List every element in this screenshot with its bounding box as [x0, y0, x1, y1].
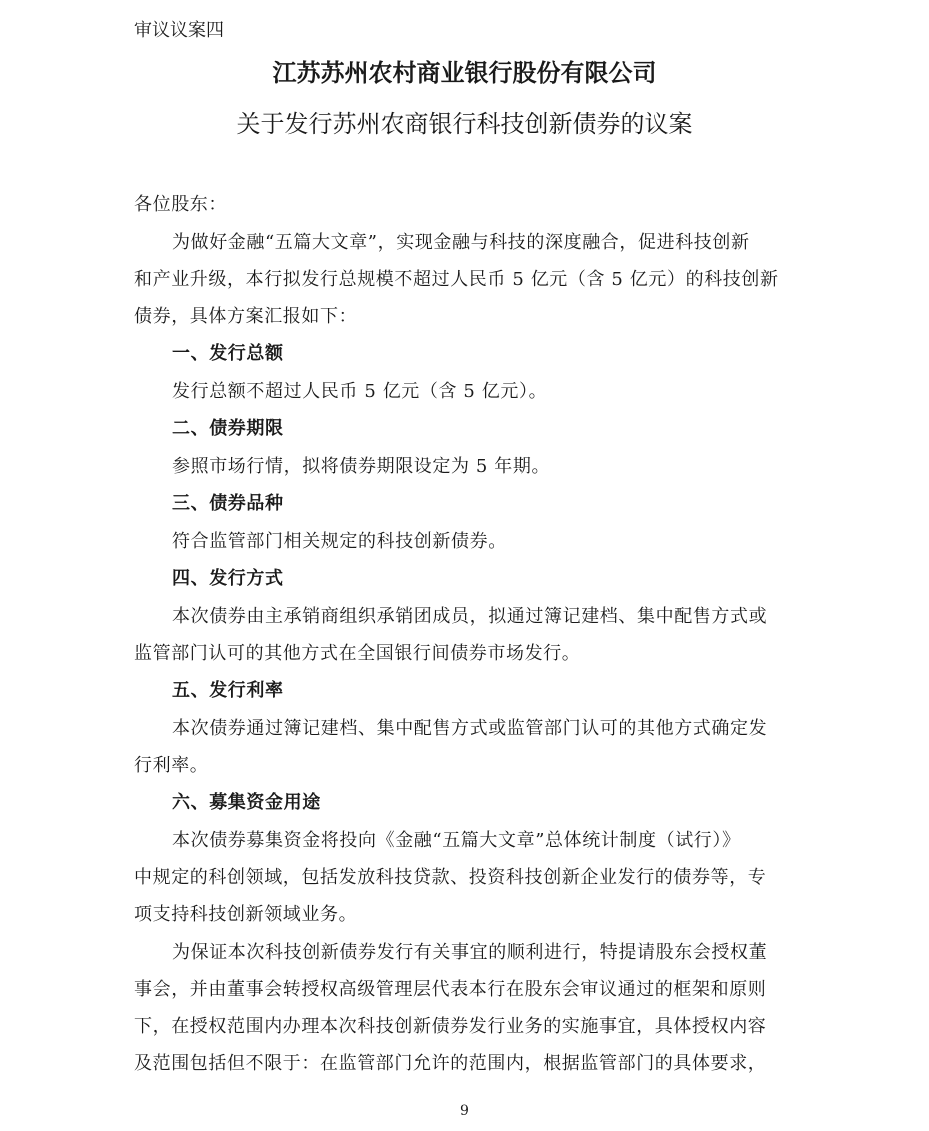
authorization-line: 事会，并由董事会转授权高级管理层代表本行在股东会审议通过的框架和原则 — [134, 979, 767, 1000]
authorization-line: 为保证本次科技创新债券发行有关事宜的顺利进行，特提请股东会授权董 — [172, 942, 768, 963]
motion-label: 审议议案四 — [134, 20, 224, 41]
section-heading-interest-rate: 五、发行利率 — [172, 680, 284, 701]
authorization-line: 及范围包括但不限于：在监管部门允许的范围内，根据监管部门的具体要求， — [134, 1053, 767, 1074]
section-body-line: 中规定的科创领域，包括发放科技贷款、投资科技创新企业发行的债券等，专 — [134, 867, 767, 888]
section-heading-issue-method: 四、发行方式 — [172, 568, 284, 589]
section-heading-issue-amount: 一、发行总额 — [172, 343, 284, 364]
authorization-line: 下，在授权范围内办理本次科技创新债券发行业务的实施事宜，具体授权内容 — [134, 1016, 767, 1037]
section-body-line: 发行总额不超过人民币 5 亿元（含 5 亿元）。 — [172, 381, 548, 402]
intro-line: 为做好金融“五篇大文章”，实现金融与科技的深度融合，促进科技创新 — [172, 232, 750, 253]
section-body-line: 本次债券由主承销商组织承销团成员，拟通过簿记建档、集中配售方式或 — [172, 606, 768, 627]
section-body-line: 行利率。 — [134, 755, 209, 776]
section-heading-bond-term: 二、债券期限 — [172, 418, 284, 439]
intro-line: 债券，具体方案汇报如下： — [134, 306, 358, 327]
motion-title: 关于发行苏州农商银行科技创新债券的议案 — [236, 110, 693, 138]
section-heading-bond-type: 三、债券品种 — [172, 493, 284, 514]
section-body-line: 监管部门认可的其他方式在全国银行间债券市场发行。 — [134, 643, 581, 664]
section-body-line: 项支持科技创新领域业务。 — [134, 904, 358, 925]
intro-line: 和产业升级，本行拟发行总规模不超过人民币 5 亿元（含 5 亿元）的科技创新 — [134, 269, 779, 290]
section-body-line: 参照市场行情，拟将债券期限设定为 5 年期。 — [172, 456, 551, 477]
page-number: 9 — [460, 1103, 469, 1119]
section-body-line: 符合监管部门相关规定的科技创新债券。 — [172, 531, 507, 552]
section-body-line: 本次债券募集资金将投向《金融“五篇大文章”总体统计制度（试行）》 — [172, 830, 741, 851]
section-heading-use-of-proceeds: 六、募集资金用途 — [172, 792, 321, 813]
section-body-line: 本次债券通过簿记建档、集中配售方式或监管部门认可的其他方式确定发 — [172, 718, 768, 739]
salutation: 各位股东： — [134, 194, 227, 215]
company-title: 江苏苏州农村商业银行股份有限公司 — [272, 59, 657, 87]
